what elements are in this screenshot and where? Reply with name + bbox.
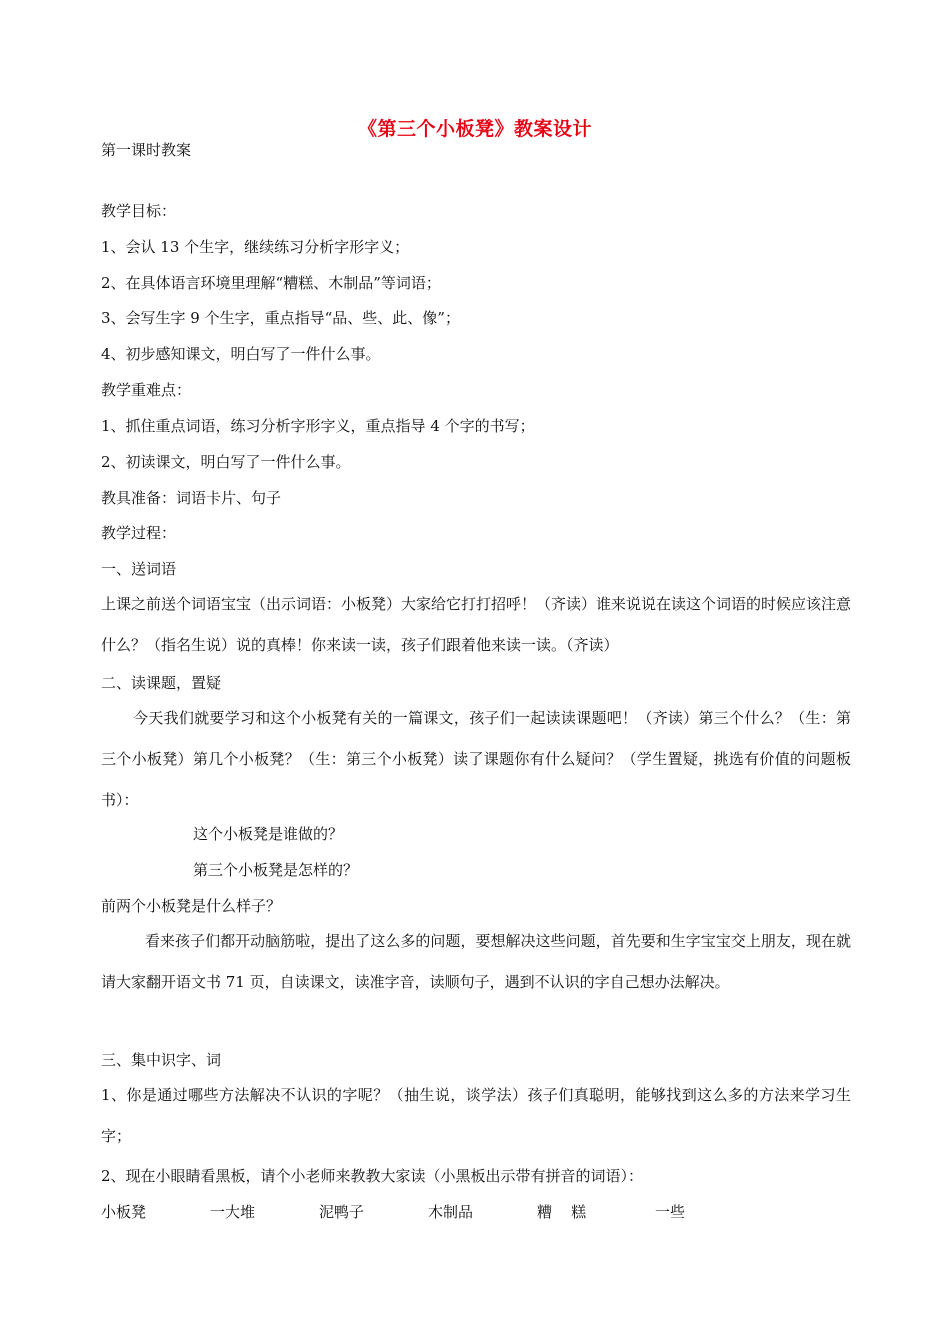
word-item: 一大堆 [210, 1203, 256, 1221]
section1-heading: 一、送词语 [101, 560, 177, 578]
section2-paragraph-2: 看来孩子们都开动脑筋啦，提出了这么多的问题，要想解决这些问题，首先要和生字宝宝交上朋友，现在就请大家翻开语文书 71 页，自读课文，读准字音，读顺句子，遇到不认识的字自己想办法解决。 [101, 932, 851, 991]
goals-heading: 教学目标： [101, 202, 177, 220]
word-list [101, 1201, 801, 1223]
word-item: 泥鸭子 [319, 1203, 365, 1221]
question-item: 第三个小板凳是怎样的？ [193, 861, 359, 879]
section1-paragraph: 上课之前送个词语宝宝（出示词语：小板凳）大家给它打打招呼！（齐读）谁来说说在读这个词语的时候应该注意什么？（指名生说）说的真棒！你来读一读，孩子们跟着他来读一读。（齐读） [101, 595, 852, 654]
word-item: 糟 糕 [537, 1203, 587, 1221]
question-item: 这个小板凳是谁做的？ [193, 825, 344, 843]
section3-heading: 三、集中识字、词 [101, 1051, 222, 1069]
section2-heading: 二、读课题，置疑 [101, 674, 222, 692]
word-item: 一些 [655, 1203, 686, 1221]
goal-item: 2、在具体语言环境里理解“糟糕、木制品”等词语； [101, 274, 441, 292]
section2-paragraph: 今天我们就要学习和这个小板凳有关的一篇课文，孩子们一起读读课题吧！（齐读）第三个什么？（生：第三个小板凳）第几个小板凳？（生：第三个小板凳）读了课题你有什么疑问？（学生置疑，挑选有价值的问题板书）： [101, 709, 851, 809]
key-point-item: 2、初读课文，明白写了一件什么事。 [101, 453, 351, 471]
key-points-heading: 教学重难点： [101, 381, 192, 399]
goal-item: 4、初步感知课文，明白写了一件什么事。 [101, 345, 381, 363]
section3-item-1: 1、你是通过哪些方法解决不认识的字呢？（抽生说，谈学法）孩子们真聪明，能够找到这么多的方法来学习生字； [101, 1086, 851, 1145]
document-title: 《第三个小板凳》教案设计 [357, 118, 592, 140]
lesson-subtitle: 第一课时教案 [101, 141, 192, 159]
process-heading: 教学过程： [101, 524, 177, 542]
goal-item: 1、会认 13 个生字，继续练习分析字形字义； [101, 238, 410, 256]
section3-item-2: 2、现在小眼睛看黑板，请个小老师来教教大家读（小黑板出示带有拼音的词语）： [101, 1167, 644, 1185]
key-point-item: 1、抓住重点词语，练习分析字形字义，重点指导 4 个字的书写； [101, 417, 535, 435]
tools-line: 教具准备：词语卡片、句子 [101, 489, 282, 507]
word-item: 小板凳 [101, 1203, 147, 1221]
goal-item: 3、会写生字 9 个生字，重点指导“品、些、此、像”； [101, 309, 460, 327]
word-item: 木制品 [428, 1203, 474, 1221]
question-item: 前两个小板凳是什么样子？ [101, 897, 282, 915]
